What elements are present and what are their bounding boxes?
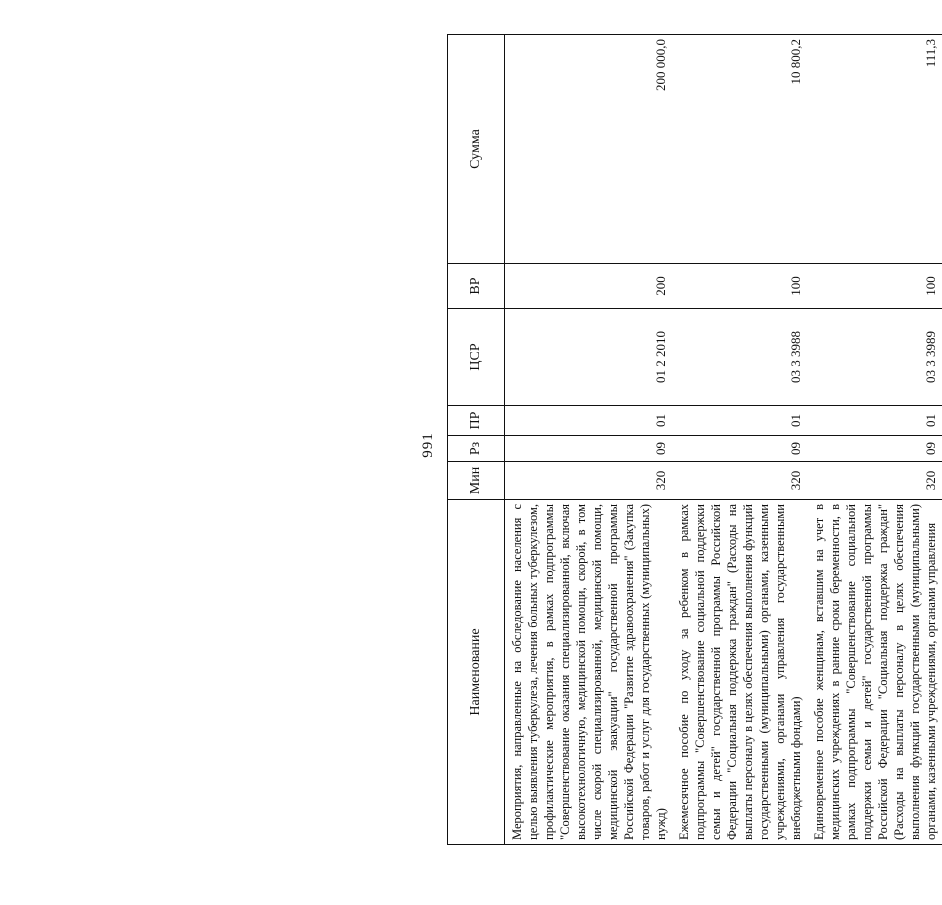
row-vr: 200: [505, 264, 673, 309]
row-rz: 09: [807, 436, 942, 462]
table-row: [672, 35, 807, 845]
row-rz: 09: [505, 436, 673, 462]
row-csr: 01 2 2010: [505, 309, 673, 406]
header-min: Мин: [448, 462, 505, 500]
table-row: [505, 35, 673, 845]
header-sum: Сумма: [448, 35, 505, 264]
header-csr: ЦСР: [448, 309, 505, 406]
page-number: 991: [420, 432, 436, 458]
row-csr: 03 3 3989: [807, 309, 942, 406]
row-min: 320: [807, 462, 942, 500]
table-row: [807, 35, 942, 845]
header-rz: Рз: [448, 436, 505, 462]
row-pr: 01: [807, 406, 942, 436]
row-vr: 100: [807, 264, 942, 309]
row-name: Мероприятия, направленные на обследование населения с целью выявления туберкулеза, лечения больных туберкулезом, профилактические мероприятия, в рамках подпрограммы "Совершенствование оказания специализированной, включая высокотехнологичную, медицинской помощи, скорой, в том числе скорой специализированной, медицинской помощи, медицинской эвакуации" государственной программы Российской Федерации "Развитие здравоохранения" (Закупка товаров, работ и услуг для государственных (муниципальных) нужд): [505, 500, 673, 845]
header-pr: ПР: [448, 406, 505, 436]
header-vr: ВР: [448, 264, 505, 309]
row-name: Ежемесячное пособие по уходу за ребенком в рамках подпрограммы "Совершенствование социальной поддержки семьи и детей" государственной программы Российской Федерации "Социальная поддержка граждан" (Расходы на выплаты персоналу в целях обеспечения выполнения функций государственными (муниципальными) органами, казенными учреждениями, органами управления государственными внебюджетными фондами): [672, 500, 807, 845]
table-header-row: [448, 35, 505, 845]
row-sum: 10 800,2: [672, 35, 807, 264]
row-pr: 01: [672, 406, 807, 436]
row-min: 320: [505, 462, 673, 500]
row-pr: 01: [505, 406, 673, 436]
row-sum: 111,3: [807, 35, 942, 264]
row-name: Единовременное пособие женщинам, вставшим на учет в медицинских учреждениях в ранние сроки беременности, в рамках подпрограммы "Совершенствование социальной поддержки семьи и детей" государственной программы Российской Федерации "Социальная поддержка граждан" (Расходы на выплаты персоналу в целях обеспечения выполнения функций государственными (муниципальными) органами, казенными учреждениями, органами управления: [807, 500, 942, 845]
row-rz: 09: [672, 436, 807, 462]
row-vr: 100: [672, 264, 807, 309]
row-sum: 200 000,0: [505, 35, 673, 264]
row-csr: 03 3 3988: [672, 309, 807, 406]
header-name: Наименование: [448, 500, 505, 845]
row-min: 320: [672, 462, 807, 500]
budget-table: [447, 34, 942, 845]
